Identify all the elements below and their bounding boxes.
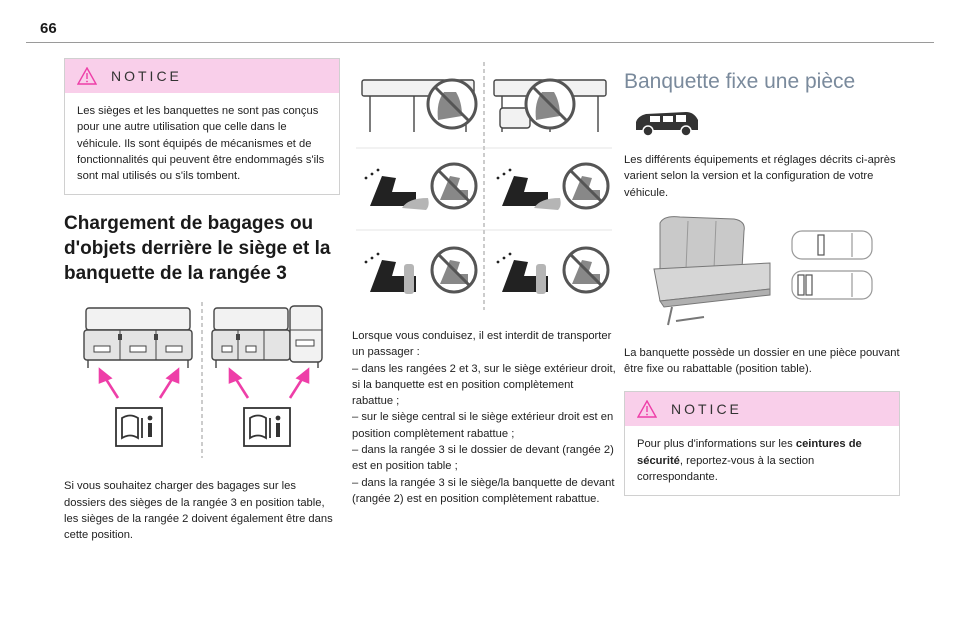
section-heading: Chargement de bagages ou d'objets derrière le siège et la banquette de la rangée 3: [64, 213, 331, 285]
notice-text-before: Pour plus d'informations sur les: [637, 438, 796, 451]
left-column: [64, 58, 340, 544]
middle-column: [352, 58, 616, 507]
seatbelts-link-text: ceintures de sécurité: [637, 438, 862, 467]
notice-text: Les sièges et les banquettes ne sont pas conçus pour une autre utilisation que celle dans le véhicule. Ils sont équipés de mécanismes et de fonctionnalités qui peuvent être endommagés s'ils sont mal utilisés ou s'ils tombent.: [77, 105, 325, 183]
seats-diagram: [64, 300, 340, 460]
notice-box: [64, 58, 340, 195]
seat-folded-icon: [497, 169, 561, 210]
prohibition-item: – sur le siège central si le siège extérieur droit est en position complètement rabattue ;: [352, 411, 614, 440]
prohibition-item: – dans la rangée 3 si le dossier de devant (rangée 2) est en position table ;: [352, 444, 614, 473]
notice-title: NOTICE: [111, 68, 182, 84]
seat-upright-icon: [365, 253, 416, 294]
header-rule: [26, 42, 934, 43]
loading-paragraph: Si vous souhaitez charger des bagages sur les dossiers des sièges de la rangée 3 en position table, les sièges de la rangée 2 doivent également être dans cette position.: [64, 480, 333, 542]
seat-folded-icon: [365, 169, 429, 210]
warning-triangle-icon: [77, 67, 97, 85]
banquette-heading: Banquette fixe une pièce: [624, 70, 856, 93]
seat-upright-icon: [497, 253, 548, 294]
banquette-figure: [624, 213, 908, 337]
arrow-up-icon: [100, 370, 308, 398]
notice-header: [625, 392, 899, 426]
banquette-paragraph-2: La banquette possède un dossier en une pièce pouvant être fixe ou rabattable (position table).: [624, 346, 900, 376]
notice-header: [65, 59, 339, 93]
banquette-paragraph-1: Les différents équipements et réglages décrits ci-après varient selon la version et la configuration de votre véhicule.: [624, 154, 896, 199]
notice-text-after: , reportez-vous à la section correspondante.: [637, 454, 815, 484]
right-column: [624, 58, 908, 496]
prohibited-icon: [564, 248, 608, 292]
bench-table-right-icon: [212, 306, 322, 368]
notice-text: [625, 426, 899, 495]
seats-loading-figure: [64, 300, 340, 460]
page-number: 66: [40, 20, 57, 37]
prohibition-item: – dans la rangée 3 si le siège/la banquette de devant (rangée 2) est en position complètement rabattue.: [352, 476, 615, 505]
prohibition-intro: Lorsque vous conduisez, il est interdit de transporter un passager :: [352, 330, 612, 359]
manual-book-icon: [244, 408, 290, 446]
vehicle-top-view-icon: [792, 231, 872, 299]
manual-book-icon: [116, 408, 162, 446]
prohibition-item: – dans les rangées 2 et 3, sur le siège extérieur droit, si la banquette est en position complètement rabattue ;: [352, 362, 616, 408]
notice-title: NOTICE: [671, 401, 742, 418]
prohibited-icon: [428, 80, 476, 128]
prohibited-icon: [564, 164, 608, 208]
bench-table-left-icon: [84, 308, 192, 368]
prohibited-passenger-figure: [352, 58, 616, 314]
car-icon: [632, 108, 702, 138]
prohibited-icon: [526, 80, 574, 128]
notice-box: [624, 391, 900, 496]
bench-seat-image: [654, 216, 770, 324]
warning-triangle-icon: [637, 400, 657, 418]
banquette-diagram: [624, 213, 908, 337]
prohibited-icon: [432, 248, 476, 292]
prohibited-icon: [432, 164, 476, 208]
prohibited-diagram: [352, 58, 616, 314]
